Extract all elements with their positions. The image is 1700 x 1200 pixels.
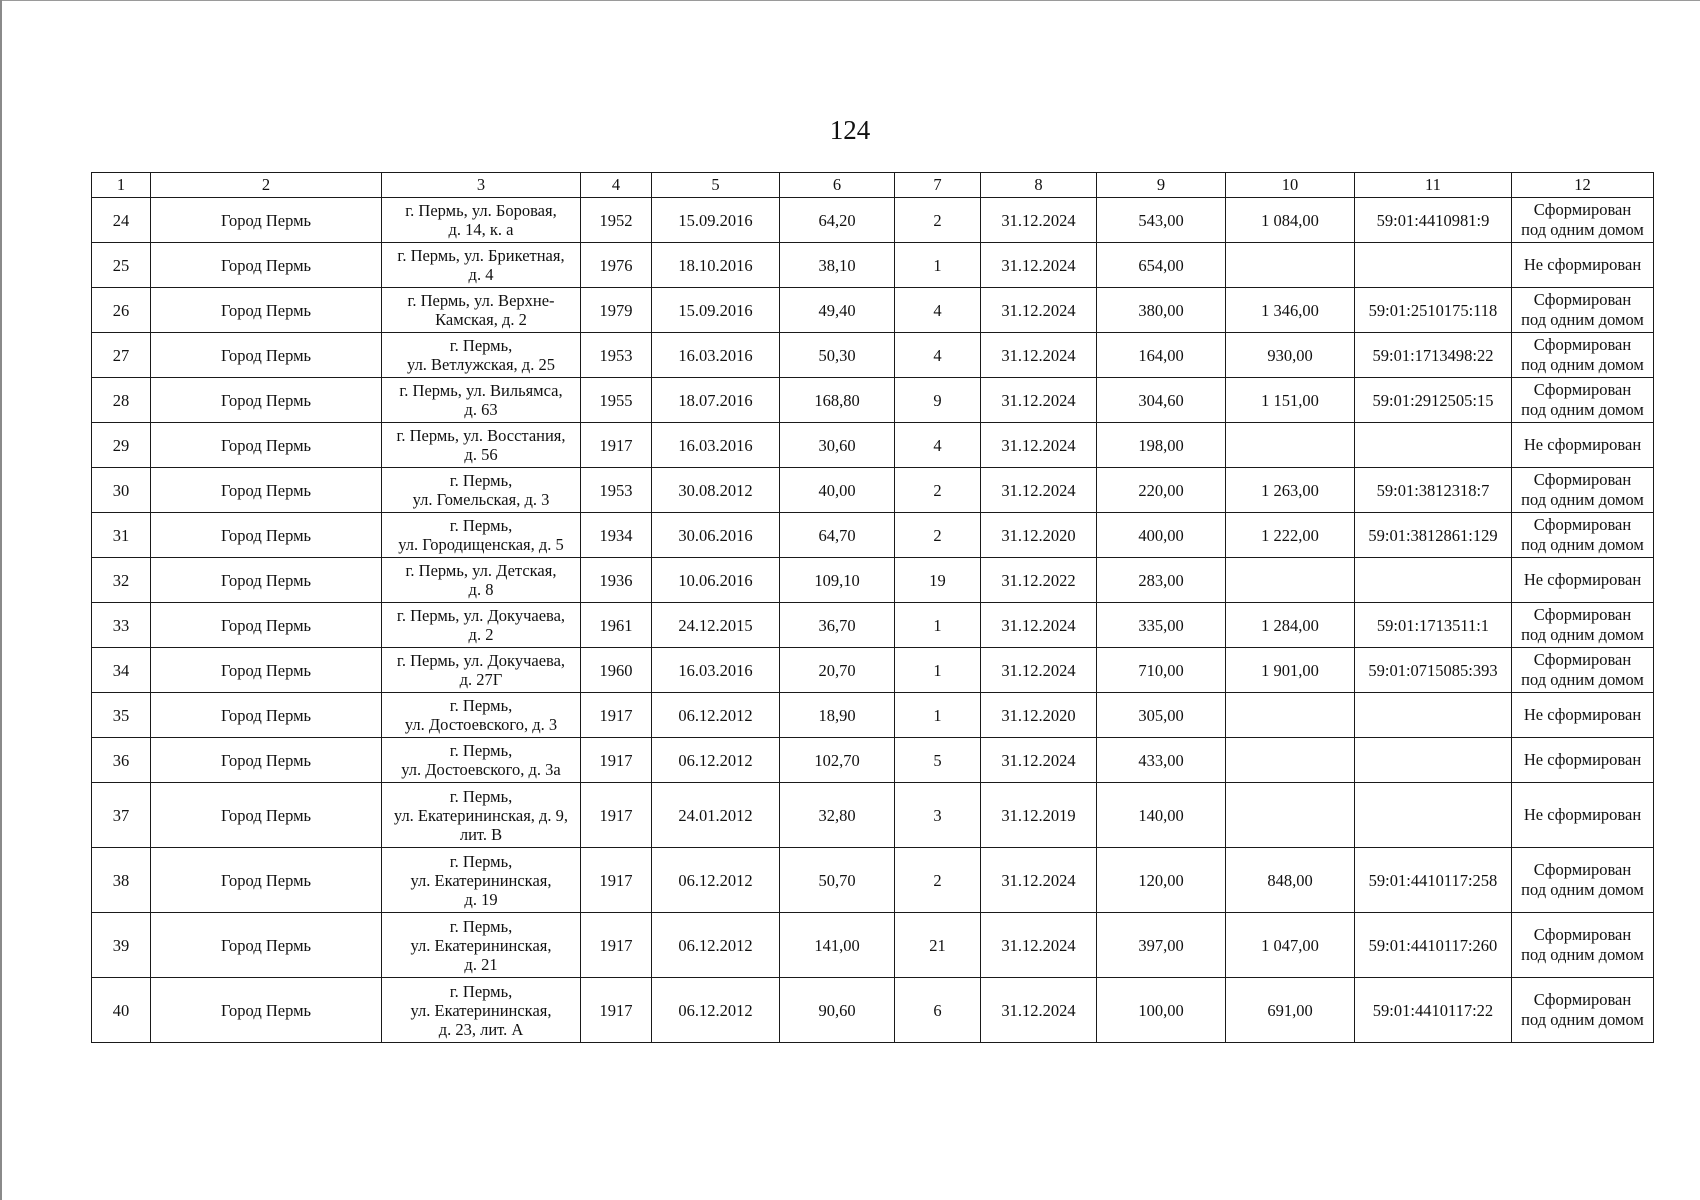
- cell-residents: 1: [895, 243, 981, 288]
- cell-deadline: 31.12.2019: [981, 783, 1097, 848]
- cell-row-number: 29: [92, 423, 151, 468]
- table-row: [92, 648, 1654, 693]
- cell-land-area: 710,00: [1097, 648, 1226, 693]
- table-header: [92, 173, 1654, 198]
- cell-residents: 1: [895, 648, 981, 693]
- cell-cadastral-area: 1 901,00: [1226, 648, 1355, 693]
- cell-area: 30,60: [780, 423, 895, 468]
- cell-municipality: Город Пермь: [151, 333, 382, 378]
- cell-land-area: 304,60: [1097, 378, 1226, 423]
- column-header-7: 7: [895, 173, 981, 198]
- cell-land-area: 335,00: [1097, 603, 1226, 648]
- scan-top-edge: [0, 0, 1700, 4]
- cell-land-status: Не сформирован: [1512, 423, 1654, 468]
- cell-row-number: 31: [92, 513, 151, 558]
- cell-address: г. Пермь, ул. Детская, д. 8: [382, 558, 581, 603]
- page-number: 124: [829, 115, 871, 145]
- cell-row-number: 34: [92, 648, 151, 693]
- cell-residents: 5: [895, 738, 981, 783]
- cell-residents: 1: [895, 693, 981, 738]
- cell-address: г. Пермь, ул. Екатерининская, д. 21: [382, 913, 581, 978]
- cell-residents: 4: [895, 288, 981, 333]
- cell-area: 90,60: [780, 978, 895, 1043]
- column-header-3: 3: [382, 173, 581, 198]
- cell-land-area: 164,00: [1097, 333, 1226, 378]
- cell-land-status: Не сформирован: [1512, 243, 1654, 288]
- cell-year-built: 1917: [581, 693, 652, 738]
- cell-area: 32,80: [780, 783, 895, 848]
- cell-residents: 21: [895, 913, 981, 978]
- column-header-9: 9: [1097, 173, 1226, 198]
- cell-residents: 6: [895, 978, 981, 1043]
- cell-land-area: 198,00: [1097, 423, 1226, 468]
- cell-area: 50,70: [780, 848, 895, 913]
- table-row: [92, 848, 1654, 913]
- cell-land-area: 380,00: [1097, 288, 1226, 333]
- cell-date: 06.12.2012: [652, 693, 780, 738]
- cell-residents: 2: [895, 198, 981, 243]
- data-table: [91, 172, 1654, 1043]
- cell-cadastral-area: [1226, 738, 1355, 783]
- cell-row-number: 36: [92, 738, 151, 783]
- cell-cadastral-number: [1355, 243, 1512, 288]
- cell-deadline: 31.12.2022: [981, 558, 1097, 603]
- cell-residents: 2: [895, 468, 981, 513]
- cell-deadline: 31.12.2024: [981, 648, 1097, 693]
- cell-deadline: 31.12.2024: [981, 198, 1097, 243]
- cell-land-area: 654,00: [1097, 243, 1226, 288]
- cell-cadastral-number: [1355, 693, 1512, 738]
- cell-area: 64,70: [780, 513, 895, 558]
- cell-cadastral-number: 59:01:0715085:393: [1355, 648, 1512, 693]
- table-row: [92, 978, 1654, 1043]
- cell-deadline: 31.12.2024: [981, 378, 1097, 423]
- cell-address: г. Пермь, ул. Достоевского, д. 3а: [382, 738, 581, 783]
- cell-year-built: 1936: [581, 558, 652, 603]
- cell-land-status: Сформирован под одним домом: [1512, 378, 1654, 423]
- table-row: [92, 558, 1654, 603]
- cell-year-built: 1953: [581, 468, 652, 513]
- cell-cadastral-number: 59:01:2912505:15: [1355, 378, 1512, 423]
- cell-address: г. Пермь, ул. Ветлужская, д. 25: [382, 333, 581, 378]
- table-body: [92, 198, 1654, 1043]
- cell-year-built: 1952: [581, 198, 652, 243]
- cell-area: 64,20: [780, 198, 895, 243]
- cell-land-status: Не сформирован: [1512, 558, 1654, 603]
- cell-municipality: Город Пермь: [151, 513, 382, 558]
- column-header-11: 11: [1355, 173, 1512, 198]
- column-header-10: 10: [1226, 173, 1355, 198]
- cell-row-number: 33: [92, 603, 151, 648]
- cell-cadastral-number: 59:01:4410117:260: [1355, 913, 1512, 978]
- cell-residents: 4: [895, 333, 981, 378]
- cell-deadline: 31.12.2024: [981, 978, 1097, 1043]
- cell-cadastral-area: 1 084,00: [1226, 198, 1355, 243]
- cell-land-status: Сформирован под одним домом: [1512, 288, 1654, 333]
- cell-cadastral-number: [1355, 558, 1512, 603]
- cell-land-area: 120,00: [1097, 848, 1226, 913]
- cell-municipality: Город Пермь: [151, 848, 382, 913]
- cell-row-number: 32: [92, 558, 151, 603]
- cell-cadastral-number: 59:01:1713511:1: [1355, 603, 1512, 648]
- cell-land-area: 397,00: [1097, 913, 1226, 978]
- cell-municipality: Город Пермь: [151, 693, 382, 738]
- cell-cadastral-area: 1 047,00: [1226, 913, 1355, 978]
- cell-deadline: 31.12.2024: [981, 423, 1097, 468]
- cell-deadline: 31.12.2024: [981, 468, 1097, 513]
- column-header-8: 8: [981, 173, 1097, 198]
- cell-land-status: Сформирован под одним домом: [1512, 468, 1654, 513]
- cell-date: 10.06.2016: [652, 558, 780, 603]
- cell-date: 18.07.2016: [652, 378, 780, 423]
- cell-address: г. Пермь, ул. Восстания, д. 56: [382, 423, 581, 468]
- cell-area: 109,10: [780, 558, 895, 603]
- cell-deadline: 31.12.2024: [981, 243, 1097, 288]
- cell-row-number: 37: [92, 783, 151, 848]
- cell-cadastral-number: [1355, 423, 1512, 468]
- cell-cadastral-number: 59:01:4410117:22: [1355, 978, 1512, 1043]
- cell-date: 15.09.2016: [652, 288, 780, 333]
- table-row: [92, 513, 1654, 558]
- cell-address: г. Пермь, ул. Гомельская, д. 3: [382, 468, 581, 513]
- cell-deadline: 31.12.2024: [981, 848, 1097, 913]
- cell-area: 38,10: [780, 243, 895, 288]
- cell-cadastral-area: 1 346,00: [1226, 288, 1355, 333]
- cell-deadline: 31.12.2024: [981, 333, 1097, 378]
- cell-municipality: Город Пермь: [151, 603, 382, 648]
- cell-residents: 3: [895, 783, 981, 848]
- cell-residents: 4: [895, 423, 981, 468]
- cell-cadastral-area: 1 151,00: [1226, 378, 1355, 423]
- cell-year-built: 1917: [581, 913, 652, 978]
- table-row: [92, 738, 1654, 783]
- cell-date: 30.08.2012: [652, 468, 780, 513]
- cell-cadastral-number: 59:01:4410981:9: [1355, 198, 1512, 243]
- cell-area: 141,00: [780, 913, 895, 978]
- cell-municipality: Город Пермь: [151, 913, 382, 978]
- cell-year-built: 1961: [581, 603, 652, 648]
- cell-cadastral-number: 59:01:3812861:129: [1355, 513, 1512, 558]
- cell-address: г. Пермь, ул. Верхне- Камская, д. 2: [382, 288, 581, 333]
- cell-municipality: Город Пермь: [151, 783, 382, 848]
- cell-land-area: 140,00: [1097, 783, 1226, 848]
- cell-cadastral-number: 59:01:2510175:118: [1355, 288, 1512, 333]
- cell-date: 06.12.2012: [652, 978, 780, 1043]
- cell-year-built: 1917: [581, 978, 652, 1043]
- cell-area: 50,30: [780, 333, 895, 378]
- cell-row-number: 38: [92, 848, 151, 913]
- cell-address: г. Пермь, ул. Брикетная, д. 4: [382, 243, 581, 288]
- cell-row-number: 40: [92, 978, 151, 1043]
- cell-address: г. Пермь, ул. Городищенская, д. 5: [382, 513, 581, 558]
- cell-cadastral-number: 59:01:4410117:258: [1355, 848, 1512, 913]
- table-row: [92, 198, 1654, 243]
- cell-residents: 1: [895, 603, 981, 648]
- column-header-12: 12: [1512, 173, 1654, 198]
- cell-year-built: 1917: [581, 423, 652, 468]
- cell-date: 30.06.2016: [652, 513, 780, 558]
- cell-land-status: Сформирован под одним домом: [1512, 648, 1654, 693]
- cell-land-status: Не сформирован: [1512, 738, 1654, 783]
- cell-area: 18,90: [780, 693, 895, 738]
- cell-cadastral-area: 1 263,00: [1226, 468, 1355, 513]
- cell-date: 16.03.2016: [652, 648, 780, 693]
- cell-date: 18.10.2016: [652, 243, 780, 288]
- table-row: [92, 378, 1654, 423]
- table-row: [92, 693, 1654, 738]
- cell-address: г. Пермь, ул. Екатерининская, д. 9, лит. В: [382, 783, 581, 848]
- cell-row-number: 39: [92, 913, 151, 978]
- cell-land-area: 543,00: [1097, 198, 1226, 243]
- cell-residents: 2: [895, 513, 981, 558]
- cell-land-area: 433,00: [1097, 738, 1226, 783]
- table-row: [92, 243, 1654, 288]
- table-row: [92, 603, 1654, 648]
- cell-land-status: Не сформирован: [1512, 693, 1654, 738]
- cell-cadastral-area: 930,00: [1226, 333, 1355, 378]
- cell-municipality: Город Пермь: [151, 288, 382, 333]
- cell-address: г. Пермь, ул. Докучаева, д. 27Г: [382, 648, 581, 693]
- cell-cadastral-number: 59:01:1713498:22: [1355, 333, 1512, 378]
- cell-deadline: 31.12.2024: [981, 603, 1097, 648]
- cell-row-number: 25: [92, 243, 151, 288]
- cell-year-built: 1934: [581, 513, 652, 558]
- table-row: [92, 468, 1654, 513]
- cell-year-built: 1917: [581, 783, 652, 848]
- cell-residents: 2: [895, 848, 981, 913]
- cell-date: 06.12.2012: [652, 913, 780, 978]
- table-row: [92, 333, 1654, 378]
- cell-deadline: 31.12.2024: [981, 738, 1097, 783]
- cell-address: г. Пермь, ул. Екатерининская, д. 19: [382, 848, 581, 913]
- cell-residents: 9: [895, 378, 981, 423]
- cell-municipality: Город Пермь: [151, 558, 382, 603]
- cell-cadastral-number: [1355, 738, 1512, 783]
- cell-address: г. Пермь, ул. Боровая, д. 14, к. а: [382, 198, 581, 243]
- cell-cadastral-area: 1 222,00: [1226, 513, 1355, 558]
- cell-cadastral-area: [1226, 558, 1355, 603]
- cell-municipality: Город Пермь: [151, 468, 382, 513]
- header-row: [92, 173, 1654, 198]
- cell-municipality: Город Пермь: [151, 198, 382, 243]
- cell-deadline: 31.12.2020: [981, 693, 1097, 738]
- cell-year-built: 1917: [581, 848, 652, 913]
- cell-row-number: 24: [92, 198, 151, 243]
- cell-land-status: Не сформирован: [1512, 783, 1654, 848]
- cell-cadastral-area: 1 284,00: [1226, 603, 1355, 648]
- cell-year-built: 1979: [581, 288, 652, 333]
- cell-land-status: Сформирован под одним домом: [1512, 603, 1654, 648]
- cell-address: г. Пермь, ул. Екатерининская, д. 23, лит. А: [382, 978, 581, 1043]
- cell-area: 49,40: [780, 288, 895, 333]
- cell-area: 20,70: [780, 648, 895, 693]
- cell-municipality: Город Пермь: [151, 738, 382, 783]
- cell-cadastral-area: [1226, 693, 1355, 738]
- cell-deadline: 31.12.2024: [981, 913, 1097, 978]
- cell-address: г. Пермь, ул. Докучаева, д. 2: [382, 603, 581, 648]
- cell-land-status: Сформирован под одним домом: [1512, 848, 1654, 913]
- cell-municipality: Город Пермь: [151, 378, 382, 423]
- cell-area: 102,70: [780, 738, 895, 783]
- cell-year-built: 1953: [581, 333, 652, 378]
- column-header-6: 6: [780, 173, 895, 198]
- cell-residents: 19: [895, 558, 981, 603]
- cell-land-status: Сформирован под одним домом: [1512, 198, 1654, 243]
- cell-year-built: 1917: [581, 738, 652, 783]
- cell-land-area: 220,00: [1097, 468, 1226, 513]
- cell-deadline: 31.12.2020: [981, 513, 1097, 558]
- column-header-1: 1: [92, 173, 151, 198]
- cell-land-area: 305,00: [1097, 693, 1226, 738]
- cell-municipality: Город Пермь: [151, 648, 382, 693]
- column-header-5: 5: [652, 173, 780, 198]
- cell-date: 24.01.2012: [652, 783, 780, 848]
- cell-municipality: Город Пермь: [151, 978, 382, 1043]
- cell-date: 06.12.2012: [652, 848, 780, 913]
- cell-row-number: 27: [92, 333, 151, 378]
- cell-cadastral-area: [1226, 783, 1355, 848]
- cell-year-built: 1955: [581, 378, 652, 423]
- cell-land-status: Сформирован под одним домом: [1512, 513, 1654, 558]
- cell-land-status: Сформирован под одним домом: [1512, 978, 1654, 1043]
- cell-row-number: 30: [92, 468, 151, 513]
- scan-left-edge: [0, 0, 5, 1200]
- column-header-2: 2: [151, 173, 382, 198]
- cell-land-area: 400,00: [1097, 513, 1226, 558]
- cell-year-built: 1960: [581, 648, 652, 693]
- cell-cadastral-area: 691,00: [1226, 978, 1355, 1043]
- cell-land-status: Сформирован под одним домом: [1512, 333, 1654, 378]
- cell-land-status: Сформирован под одним домом: [1512, 913, 1654, 978]
- cell-row-number: 26: [92, 288, 151, 333]
- cell-cadastral-area: [1226, 423, 1355, 468]
- column-header-4: 4: [581, 173, 652, 198]
- cell-row-number: 35: [92, 693, 151, 738]
- table-row: [92, 783, 1654, 848]
- cell-area: 40,00: [780, 468, 895, 513]
- cell-cadastral-number: 59:01:3812318:7: [1355, 468, 1512, 513]
- cell-cadastral-number: [1355, 783, 1512, 848]
- cell-date: 15.09.2016: [652, 198, 780, 243]
- table-row: [92, 423, 1654, 468]
- cell-date: 06.12.2012: [652, 738, 780, 783]
- cell-row-number: 28: [92, 378, 151, 423]
- cell-address: г. Пермь, ул. Достоевского, д. 3: [382, 693, 581, 738]
- table-container: [91, 172, 1654, 1043]
- cell-cadastral-area: [1226, 243, 1355, 288]
- cell-area: 168,80: [780, 378, 895, 423]
- cell-year-built: 1976: [581, 243, 652, 288]
- cell-municipality: Город Пермь: [151, 423, 382, 468]
- cell-land-area: 283,00: [1097, 558, 1226, 603]
- cell-municipality: Город Пермь: [151, 243, 382, 288]
- cell-date: 16.03.2016: [652, 423, 780, 468]
- cell-cadastral-area: 848,00: [1226, 848, 1355, 913]
- cell-area: 36,70: [780, 603, 895, 648]
- cell-land-area: 100,00: [1097, 978, 1226, 1043]
- cell-date: 16.03.2016: [652, 333, 780, 378]
- cell-address: г. Пермь, ул. Вильямса, д. 63: [382, 378, 581, 423]
- cell-date: 24.12.2015: [652, 603, 780, 648]
- table-row: [92, 913, 1654, 978]
- cell-deadline: 31.12.2024: [981, 288, 1097, 333]
- table-row: [92, 288, 1654, 333]
